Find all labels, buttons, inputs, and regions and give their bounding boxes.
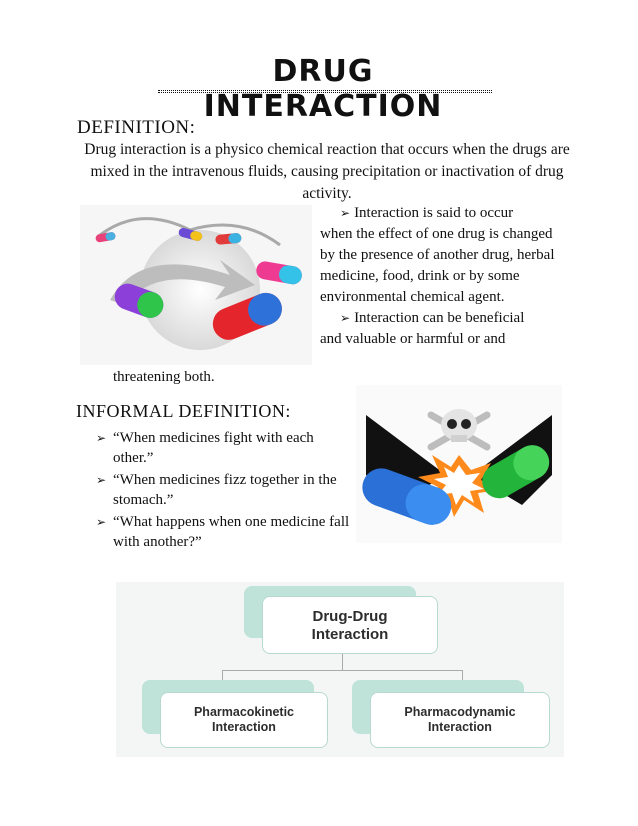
informal-heading: INFORMAL DEFINITION: [76, 401, 291, 421]
definition-heading: DEFINITION: [77, 117, 196, 138]
arrow-bullet-icon: ➢ [340, 206, 351, 220]
list-item: ➢ “When medicines fight with each other.” [96, 430, 314, 466]
interaction-bullets [320, 203, 570, 350]
bullet-2-line2: and valuable or harmful or and [320, 331, 506, 347]
bullet-2-line1: ➢ Interaction can be beneficial [340, 310, 525, 326]
arrow-bullet-icon: ➢ [96, 515, 107, 529]
diagram-box-drug-drug: Drug-Drug Interaction [262, 596, 438, 654]
bullet-1-rest: when the effect of one drug is changed by the presence of another drug, herbal medicine, food, drink or by some environmental chemical agent. [320, 226, 555, 305]
capsules-image [80, 205, 312, 365]
list-item: ➢ “When medicines fizz together in the stomach.” [96, 472, 337, 508]
page-title: DRUG INTERACTION [203, 54, 443, 124]
informal-list [96, 428, 356, 554]
definition-text: Drug interaction is a physico chemical reaction that occurs when the drugs are mixed in the intravenous fluids, causing precipitation or inactivation of drug activity. [84, 141, 570, 202]
title-underline [158, 90, 492, 93]
diagram-box-pharmacodynamic: Pharmacodynamic Interaction [370, 692, 550, 748]
skull-crossbones-pills-image [356, 385, 562, 543]
bullet-2-line3: threatening both. [113, 369, 215, 385]
arrow-bullet-icon: ➢ [96, 473, 107, 487]
interaction-diagram [116, 582, 564, 757]
diagram-box-pharmacokinetic: Pharmacokinetic Interaction [160, 692, 328, 748]
arrow-bullet-icon: ➢ [340, 311, 351, 325]
bullet-1-line1: ➢ Interaction is said to occur [340, 205, 514, 221]
list-item: ➢ “What happens when one medicine fall with another?” [96, 514, 350, 550]
arrow-bullet-icon: ➢ [96, 431, 107, 445]
